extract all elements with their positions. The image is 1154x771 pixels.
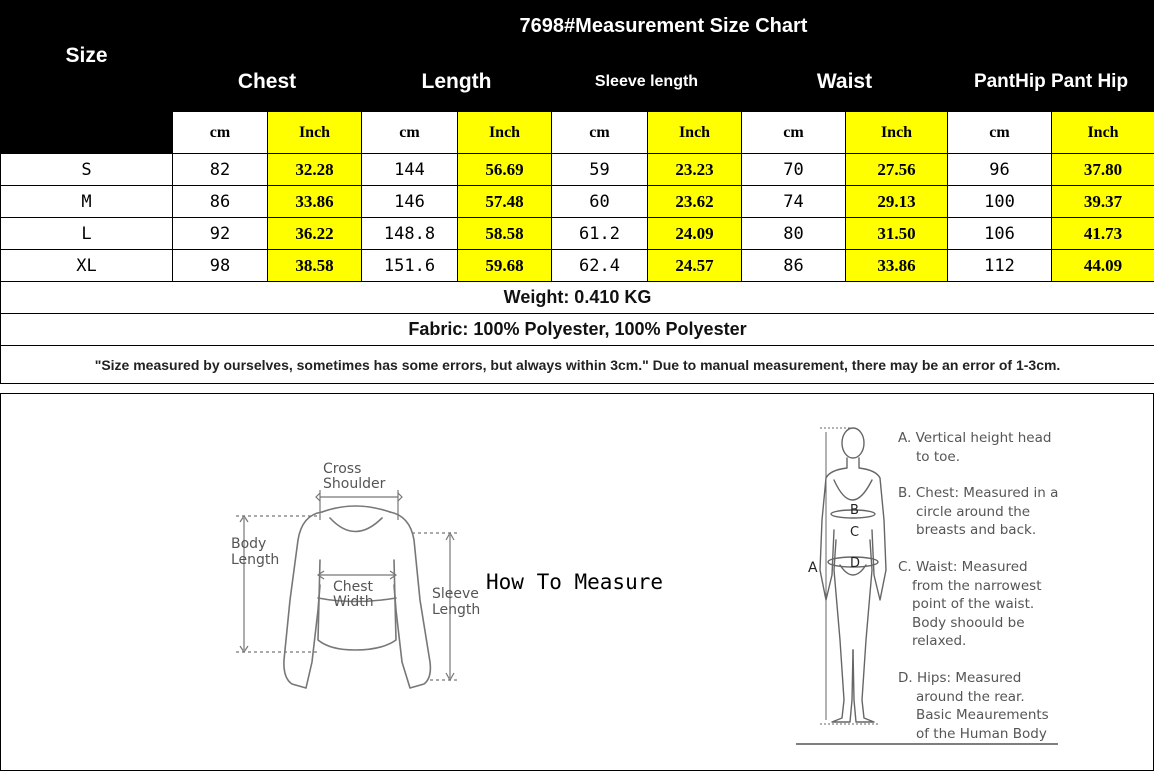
sleeve-cm: 59	[552, 154, 648, 186]
waist-inch: 27.56	[846, 154, 948, 186]
unit-cm: cm	[362, 112, 458, 154]
length-cm: 151.6	[362, 250, 458, 282]
unit-inch: Inch	[458, 112, 552, 154]
column-length: Length	[362, 53, 552, 112]
chest-inch: 36.22	[268, 218, 362, 250]
table-row	[1, 250, 1154, 282]
length-inch: 56.69	[458, 154, 552, 186]
column-chest: Chest	[173, 53, 362, 112]
unit-inch: Inch	[648, 112, 742, 154]
sleeve-cm: 61.2	[552, 218, 648, 250]
unit-cm: cm	[742, 112, 846, 154]
cross-shoulder-label: Cross	[323, 461, 362, 477]
chest-inch: 38.58	[268, 250, 362, 282]
sleeve-inch: 24.09	[648, 218, 742, 250]
cross-shoulder-label: Shoulder	[323, 476, 386, 492]
unit-cm: cm	[552, 112, 648, 154]
table-row	[1, 218, 1154, 250]
legend-line: B. Chest: Measured in a	[898, 485, 1059, 501]
waist-inch: 31.50	[846, 218, 948, 250]
legend-c	[898, 558, 1041, 651]
sleeve-inch: 24.57	[648, 250, 742, 282]
sleeve-cm: 62.4	[552, 250, 648, 282]
unit-cm: cm	[173, 112, 268, 154]
legend-line: of the Human Body	[916, 725, 1047, 742]
size-label: S	[1, 154, 173, 186]
legend-line: circle around the	[916, 503, 1031, 520]
sleeve-cm: 60	[552, 186, 648, 218]
legend-line: from the narrowest	[912, 577, 1042, 594]
hip-cm: 112	[948, 250, 1052, 282]
table-row	[1, 154, 1154, 186]
size-header: Size	[1, 1, 173, 112]
size-table	[0, 0, 1154, 384]
waist-cm: 80	[742, 218, 846, 250]
length-inch: 59.68	[458, 250, 552, 282]
legend-line: D. Hips: Measured	[898, 670, 1022, 686]
marker-c: C	[850, 525, 860, 540]
marker-d: D	[850, 556, 861, 571]
legend-d	[898, 669, 1049, 743]
how-to-measure-title: How To Measure	[486, 570, 664, 594]
body-length-label: Length	[231, 552, 280, 568]
column-hip: PantHip Pant Hip	[948, 53, 1154, 112]
hip-inch: 37.80	[1052, 154, 1154, 186]
column-waist: Waist	[742, 53, 948, 112]
unit-inch: Inch	[1052, 112, 1154, 154]
size-label: XL	[1, 250, 173, 282]
chest-width-label: Chest	[333, 579, 374, 595]
waist-inch: 33.86	[846, 250, 948, 282]
legend-line: around the rear.	[916, 688, 1025, 705]
unit-inch: Inch	[846, 112, 948, 154]
hip-inch: 44.09	[1052, 250, 1154, 282]
unit-inch: Inch	[268, 112, 362, 154]
hip-inch: 41.73	[1052, 218, 1154, 250]
legend-a	[898, 429, 1051, 466]
legend-line: breasts and back.	[916, 522, 1037, 538]
length-cm: 148.8	[362, 218, 458, 250]
sleeve-length-label: Sleeve	[432, 586, 479, 602]
marker-b: B	[850, 503, 859, 518]
chest-cm: 82	[173, 154, 268, 186]
length-inch: 57.48	[458, 186, 552, 218]
legend-line: C. Waist: Measured	[898, 559, 1028, 575]
weight-text: Weight: 0.410 KG	[1, 282, 1154, 314]
chest-cm: 92	[173, 218, 268, 250]
waist-inch: 29.13	[846, 186, 948, 218]
hip-cm: 106	[948, 218, 1052, 250]
marker-a: A	[808, 560, 818, 576]
garment-diagram	[225, 455, 495, 715]
legend-line: point of the waist.	[912, 596, 1035, 612]
hip-inch: 39.37	[1052, 186, 1154, 218]
size-header-spacer	[1, 112, 173, 154]
sleeve-inch: 23.62	[648, 186, 742, 218]
size-label: L	[1, 218, 173, 250]
sleeve-inch: 23.23	[648, 154, 742, 186]
body-length-label: Body	[231, 536, 267, 552]
sleeve-length-label: Length	[432, 602, 481, 618]
unit-cm: cm	[948, 112, 1052, 154]
table-row	[1, 186, 1154, 218]
measurement-note: "Size measured by ourselves, sometimes has some errors, but always within 3cm." Due to manual measurement, there may be an error of 1-3cm.	[1, 346, 1154, 384]
length-cm: 144	[362, 154, 458, 186]
legend-line: Basic Meaurements	[916, 707, 1049, 723]
hip-cm: 100	[948, 186, 1052, 218]
length-cm: 146	[362, 186, 458, 218]
chest-cm: 98	[173, 250, 268, 282]
legend-line: relaxed.	[912, 633, 967, 649]
legend-line: to toe.	[916, 448, 960, 465]
chest-inch: 32.28	[268, 154, 362, 186]
legend-line: Body shoould be	[912, 614, 1025, 631]
waist-cm: 70	[742, 154, 846, 186]
legend-b	[898, 484, 1058, 540]
length-inch: 58.58	[458, 218, 552, 250]
hip-cm: 96	[948, 154, 1052, 186]
chest-inch: 33.86	[268, 186, 362, 218]
column-sleeve-length: Sleeve length	[552, 53, 742, 112]
waist-cm: 74	[742, 186, 846, 218]
waist-cm: 86	[742, 250, 846, 282]
chest-cm: 86	[173, 186, 268, 218]
fabric-text: Fabric: 100% Polyester, 100% Polyester	[1, 314, 1154, 346]
table-title: 7698#Measurement Size Chart	[173, 1, 1154, 53]
size-label: M	[1, 186, 173, 218]
legend-line: A. Vertical height head	[898, 430, 1052, 446]
chest-width-label: Width	[333, 594, 374, 610]
